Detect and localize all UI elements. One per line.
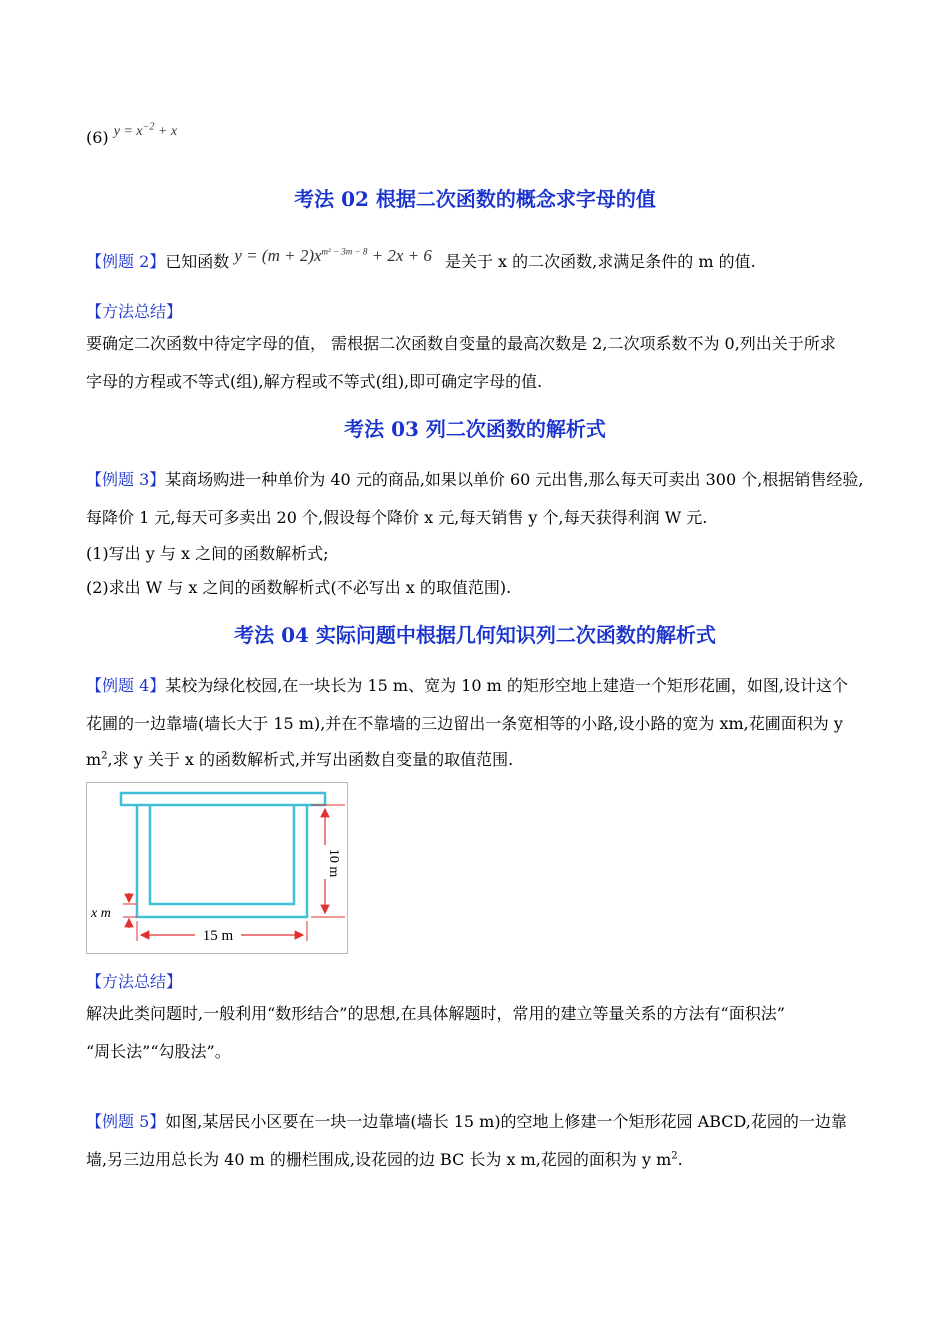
example-2 <box>86 246 756 272</box>
example-text: 如图,某居民小区要在一块一边靠墙(墙长 15 m)的空地上修建一个矩形花园 ABCD,花园的一边靠 <box>165 1112 847 1131</box>
method-summary-line: “周长法”“勾股法”。 <box>86 1042 231 1061</box>
section-04-heading: 考法 04 实际问题中根据几何知识列二次函数的解析式 <box>234 623 716 647</box>
example-text: . <box>677 1150 683 1169</box>
wall <box>121 793 325 805</box>
example-text: 墙,另三边用总长为 40 m 的栅栏围成,设花园的边 BC 长为 x m,花园的面积为 y m <box>86 1150 672 1169</box>
example-text: 已知函数 <box>165 252 230 271</box>
formula-rhs: + 2x + 6 <box>367 246 432 265</box>
garden-diagram <box>87 783 349 955</box>
method-summary-tag: 【方法总结】 <box>86 302 183 321</box>
method-summary-line: 字母的方程或不等式(组),解方程或不等式(组),即可确定字母的值. <box>86 372 543 391</box>
formula-exponent: m² − 3m − 8 <box>321 246 368 257</box>
garden-figure <box>86 782 348 954</box>
unit-exponent: 2 <box>671 1150 678 1162</box>
example-3-line-2: 每降价 1 元,每天可多卖出 20 个,假设每个降价 x 元,每天销售 y 个,每天获得利润 W 元. <box>86 508 708 527</box>
example-5-line-1 <box>86 1112 847 1132</box>
example-tag: 【例题 5】 <box>86 1112 166 1131</box>
formula <box>113 121 178 139</box>
item-label: (6) <box>86 128 109 147</box>
item-6 <box>86 121 178 150</box>
example-3-line-3: (1)写出 y 与 x 之间的函数解析式; <box>86 544 329 563</box>
example-5-line-2 <box>86 1150 683 1170</box>
formula-lhs: y = (m + 2)x <box>234 246 322 265</box>
formula-rhs: + x <box>154 124 178 139</box>
plot-outer-boundary <box>137 805 307 917</box>
method-summary-line: 解决此类问题时,一般利用“数形结合”的思想,在具体解题时，常用的建立等量关系的方法有“面积法” <box>86 1004 785 1023</box>
unit-exponent: 2 <box>101 750 108 762</box>
flower-bed-boundary <box>150 805 294 904</box>
example-4-line-3 <box>86 750 513 770</box>
example-4-line-2: 花圃的一边靠墙(墙长大于 15 m),并在不靠墙的三边留出一条宽相等的小路,设小路的宽为 xm,花圃面积为 y <box>86 714 843 733</box>
formula-exponent: −2 <box>142 121 155 133</box>
width-label: 15 m <box>202 928 234 944</box>
formula-lhs: y = x <box>113 124 143 139</box>
section-02-heading: 考法 02 根据二次函数的概念求字母的值 <box>294 187 656 211</box>
section-03-heading: 考法 03 列二次函数的解析式 <box>344 417 606 441</box>
example-tag: 【例题 2】 <box>86 252 166 271</box>
formula <box>234 246 431 265</box>
example-text: ,求 y 关于 x 的函数解析式,并写出函数自变量的取值范围. <box>107 750 514 769</box>
unit: m <box>86 750 102 769</box>
example-tag: 【例题 3】 <box>86 470 166 489</box>
path-width-label: x m <box>91 906 111 921</box>
example-text: 某商场购进一种单价为 40 元的商品,如果以单价 60 元出售,那么每天可卖出 300 个,根据销售经验, <box>165 470 864 489</box>
method-summary-line: 要确定二次函数中待定字母的值， 需根据二次函数自变量的最高次数是 2,二次项系数不为 0,列出关于所求 <box>86 334 836 353</box>
example-text: 是关于 x 的二次函数,求满足条件的 m 的值. <box>444 252 756 271</box>
example-tag: 【例题 4】 <box>86 676 166 695</box>
example-3-line-1 <box>86 470 863 490</box>
height-label: 10 m <box>326 848 341 878</box>
method-summary-tag: 【方法总结】 <box>86 972 183 991</box>
example-3-line-4: (2)求出 W 与 x 之间的函数解析式(不必写出 x 的取值范围). <box>86 578 512 597</box>
example-text: 某校为绿化校园,在一块长为 15 m、宽为 10 m 的矩形空地上建造一个矩形花圃，如图,设计这个 <box>165 676 848 695</box>
example-4-line-1 <box>86 676 848 696</box>
